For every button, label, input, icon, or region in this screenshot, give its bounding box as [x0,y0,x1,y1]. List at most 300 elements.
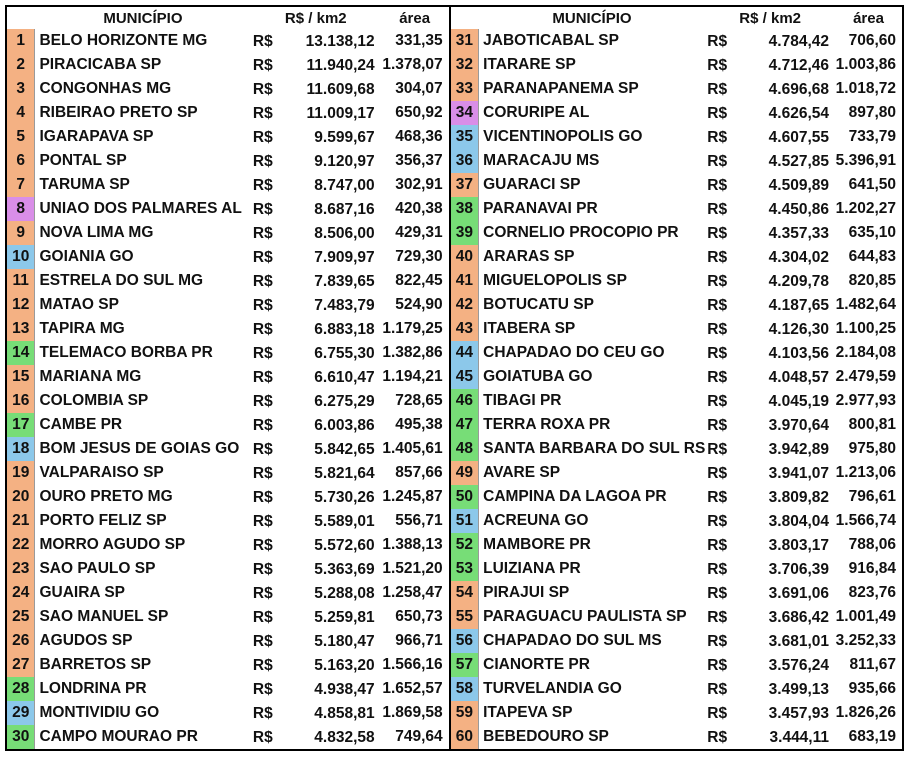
value-amount: 7.839,65 [314,273,375,290]
value-amount: 5.259,81 [314,609,375,626]
currency-symbol: R$ [252,417,273,434]
area-value: 1.405,61 [382,440,443,457]
area-value: 429,31 [395,224,443,241]
currency-symbol: R$ [252,129,273,146]
rank-number: 20 [7,485,35,509]
area-value: 1.213,06 [835,464,896,481]
value-amount: 7.483,79 [314,297,375,314]
value-cell [705,317,835,341]
municipio-name: MORRO AGUDO SP [39,536,186,553]
rank-number: 7 [7,173,35,197]
table-row [451,413,902,437]
area-value: 1.652,57 [382,680,443,697]
municipio-name: OURO PRETO MG [39,488,173,505]
municipio-name: PARAGUACU PAULISTA SP [483,608,687,625]
table-row [451,101,902,125]
currency-symbol: R$ [252,705,273,722]
table-row [451,77,902,101]
value-amount: 3.942,89 [768,441,829,458]
currency-symbol: R$ [252,321,273,338]
municipio-name: MARACAJU MS [483,152,600,169]
value-amount: 6.610,47 [314,369,375,386]
area-value: 356,37 [395,152,443,169]
municipio-name: IGARAPAVA SP [39,128,154,145]
currency-symbol: R$ [707,513,728,530]
rank-number: 26 [7,629,35,653]
municipio-name: AGUDOS SP [39,632,133,649]
value-amount: 3.576,24 [768,657,829,674]
area-value: 683,19 [848,728,896,745]
rank-number: 13 [7,317,35,341]
value-amount: 4.626,54 [768,105,829,122]
currency-symbol: R$ [707,489,728,506]
rank-number: 10 [7,245,35,269]
currency-symbol: R$ [707,609,728,626]
area-value: 650,92 [395,104,443,121]
area-value: 975,80 [848,440,896,457]
table-row [451,485,902,509]
rank-number: 56 [451,629,479,653]
value-cell [705,125,835,149]
value-cell [251,317,381,341]
rank-number: 46 [451,389,479,413]
value-cell [251,461,381,485]
municipio-name: JABOTICABAL SP [483,32,619,49]
municipio-name: PARANAPANEMA SP [483,80,639,97]
value-amount: 4.832,58 [314,729,375,746]
area-value: 650,73 [395,608,443,625]
currency-symbol: R$ [252,537,273,554]
value-cell [251,509,381,533]
table-row [7,701,450,725]
value-cell [705,53,835,77]
rank-number: 36 [451,149,479,173]
table-row [7,317,450,341]
municipio-name: PARANAVAI PR [483,200,598,217]
municipio-name: LONDRINA PR [39,680,147,697]
municipio-name: TARUMA SP [39,176,130,193]
area-value: 1.202,27 [835,200,896,217]
currency-symbol: R$ [252,81,273,98]
municipio-name: RIBEIRAO PRETO SP [39,104,198,121]
value-amount: 9.599,67 [314,129,375,146]
municipio-name: GOIANIA GO [39,248,134,265]
value-cell [251,365,381,389]
table-row [7,629,450,653]
area-value: 1.482,64 [835,296,896,313]
value-cell [251,53,381,77]
rank-number: 1 [7,29,35,53]
area-value: 1.258,47 [382,584,443,601]
currency-symbol: R$ [707,297,728,314]
municipio-name: SAO MANUEL SP [39,608,169,625]
value-amount: 6.275,29 [314,393,375,410]
value-amount: 4.607,55 [768,129,829,146]
currency-symbol: R$ [707,81,728,98]
rank-number: 8 [7,197,35,221]
rank-number: 5 [7,125,35,149]
rank-number: 4 [7,101,35,125]
table-row [451,365,902,389]
currency-symbol: R$ [252,273,273,290]
value-amount: 8.747,00 [314,177,375,194]
area-value: 1.869,58 [382,704,443,721]
area-value: 1.194,21 [382,368,443,385]
value-amount: 5.842,65 [314,441,375,458]
table-row [7,245,450,269]
rank-number: 30 [7,725,35,749]
rank-number: 3 [7,77,35,101]
currency-symbol: R$ [252,105,273,122]
table-row [7,125,450,149]
value-cell [705,221,835,245]
currency-symbol: R$ [252,561,273,578]
value-cell [705,677,835,701]
value-amount: 3.809,82 [768,489,829,506]
rank-number: 48 [451,437,479,461]
table-row [7,269,450,293]
value-cell [251,725,381,749]
value-cell [251,29,381,53]
municipio-name: AVARE SP [483,464,561,481]
currency-symbol: R$ [252,465,273,482]
value-cell [705,29,835,53]
currency-symbol: R$ [707,153,728,170]
rank-number: 52 [451,533,479,557]
rank-number: 25 [7,605,35,629]
table-row [451,29,902,53]
table-row [451,389,902,413]
area-value: 2.184,08 [835,344,896,361]
currency-symbol: R$ [707,561,728,578]
value-cell [705,629,835,653]
value-cell [251,653,381,677]
rank-number: 29 [7,701,35,725]
table-row [7,173,450,197]
area-value: 556,71 [395,512,443,529]
rank-number: 55 [451,605,479,629]
area-value: 331,35 [395,32,443,49]
municipio-name: TIBAGI PR [483,392,562,409]
value-cell [251,173,381,197]
municipio-name: VALPARAISO SP [39,464,164,481]
value-cell [705,101,835,125]
area-value: 729,30 [395,248,443,265]
municipio-name: COLOMBIA SP [39,392,149,409]
rank-number: 37 [451,173,479,197]
municipio-name: ARARAS SP [483,248,575,265]
table-row [7,197,450,221]
rank-number: 18 [7,437,35,461]
table-row [451,581,902,605]
municipio-name: ITARARE SP [483,56,576,73]
value-cell [705,581,835,605]
table-row [451,653,902,677]
currency-symbol: R$ [707,33,728,50]
area-value: 796,61 [848,488,896,505]
value-amount: 3.970,64 [768,417,829,434]
area-value: 1.521,20 [382,560,443,577]
value-cell [705,293,835,317]
area-value: 1.826,26 [835,704,896,721]
table-row [451,173,902,197]
municipio-name: PORTO FELIZ SP [39,512,167,529]
value-amount: 8.506,00 [314,225,375,242]
value-cell [251,389,381,413]
value-cell [705,653,835,677]
currency-symbol: R$ [252,609,273,626]
currency-symbol: R$ [252,225,273,242]
value-cell [251,485,381,509]
table-row [451,53,902,77]
rank-number: 22 [7,533,35,557]
table-row [7,341,450,365]
currency-symbol: R$ [252,33,273,50]
area-value: 749,64 [395,728,443,745]
municipio-name: PONTAL SP [39,152,127,169]
rank-number: 54 [451,581,479,605]
currency-symbol: R$ [707,657,728,674]
value-cell [251,293,381,317]
value-amount: 6.003,86 [314,417,375,434]
rank-number: 6 [7,149,35,173]
table-row [451,509,902,533]
municipio-name: MARIANA MG [39,368,142,385]
currency-symbol: R$ [707,273,728,290]
currency-symbol: R$ [252,441,273,458]
currency-symbol: R$ [707,441,728,458]
municipio-name: MATAO SP [39,296,119,313]
municipio-name: CORURIPE AL [483,104,590,121]
table-row [451,461,902,485]
municipio-name: BOTUCATU SP [483,296,594,313]
value-amount: 9.120,97 [314,153,375,170]
value-amount: 5.589,01 [314,513,375,530]
value-cell [251,149,381,173]
table-left [7,7,451,749]
municipio-name: CHAPADAO DO SUL MS [483,632,662,649]
municipio-name: UNIAO DOS PALMARES AL [39,200,242,217]
value-amount: 5.163,20 [314,657,375,674]
rank-number: 32 [451,53,479,77]
value-cell [705,149,835,173]
area-value: 935,66 [848,680,896,697]
area-value: 823,76 [848,584,896,601]
rank-number: 45 [451,365,479,389]
rank-number: 58 [451,677,479,701]
value-cell [705,557,835,581]
table-row [7,77,450,101]
area-value: 733,79 [848,128,896,145]
rank-number: 17 [7,413,35,437]
municipio-name: BEBEDOURO SP [483,728,609,745]
area-value: 800,81 [848,416,896,433]
currency-symbol: R$ [707,633,728,650]
area-value: 524,90 [395,296,443,313]
rank-number: 44 [451,341,479,365]
municipio-name: CORNELIO PROCOPIO PR [483,224,679,241]
table-row [7,509,450,533]
table-row [7,461,450,485]
value-amount: 4.209,78 [768,273,829,290]
value-amount: 3.706,39 [768,561,829,578]
table-row [451,557,902,581]
value-cell [705,725,835,749]
currency-symbol: R$ [707,705,728,722]
area-value: 302,91 [395,176,443,193]
currency-symbol: R$ [252,249,273,266]
table-row [7,221,450,245]
rank-number: 23 [7,557,35,581]
value-cell [705,485,835,509]
rank-number: 53 [451,557,479,581]
value-cell [251,341,381,365]
area-value: 1.388,13 [382,536,443,553]
value-amount: 6.883,18 [314,321,375,338]
municipio-name: CAMPINA DA LAGOA PR [483,488,667,505]
municipio-name: CHAPADAO DO CEU GO [483,344,665,361]
currency-symbol: R$ [707,585,728,602]
municipio-name: SAO PAULO SP [39,560,156,577]
area-value: 304,07 [395,80,443,97]
currency-symbol: R$ [252,153,273,170]
value-cell [705,437,835,461]
table-right [451,7,902,749]
value-amount: 4.045,19 [768,393,829,410]
value-amount: 4.696,68 [768,81,829,98]
value-amount: 4.126,30 [768,321,829,338]
rank-number: 24 [7,581,35,605]
table-row [7,389,450,413]
currency-symbol: R$ [707,537,728,554]
table-row [7,53,450,77]
rank-number: 40 [451,245,479,269]
value-cell [705,605,835,629]
value-amount: 5.180,47 [314,633,375,650]
table-row [451,605,902,629]
currency-symbol: R$ [252,297,273,314]
value-amount: 4.048,57 [768,369,829,386]
rank-number: 34 [451,101,479,125]
value-amount: 4.450,86 [768,201,829,218]
value-amount: 3.499,13 [768,681,829,698]
value-amount: 3.444,11 [769,729,829,746]
area-value: 822,45 [395,272,443,289]
currency-symbol: R$ [707,729,728,746]
value-amount: 3.457,93 [768,705,829,722]
value-cell [251,701,381,725]
rank-number: 60 [451,725,479,749]
rank-number: 35 [451,125,479,149]
municipio-name: VICENTINOPOLIS GO [483,128,643,145]
table-row [7,413,450,437]
municipio-name: LUIZIANA PR [483,560,581,577]
rank-number: 57 [451,653,479,677]
currency-symbol: R$ [252,657,273,674]
value-cell [705,509,835,533]
value-cell [705,413,835,437]
value-amount: 8.687,16 [314,201,375,218]
area-value: 468,36 [395,128,443,145]
value-cell [251,197,381,221]
municipio-name: BOM JESUS DE GOIAS GO [39,440,240,457]
value-cell [705,245,835,269]
table-row [7,437,450,461]
area-value: 1.003,86 [835,56,896,73]
area-value: 635,10 [848,224,896,241]
table-row [451,197,902,221]
value-amount: 3.941,07 [768,465,829,482]
area-value: 1.382,86 [382,344,443,361]
rank-number: 12 [7,293,35,317]
value-cell [251,269,381,293]
municipio-name: ACREUNA GO [483,512,589,529]
value-cell [251,437,381,461]
currency-symbol: R$ [707,201,728,218]
currency-symbol: R$ [252,393,273,410]
table-row [451,149,902,173]
municipio-name: NOVA LIMA MG [39,224,154,241]
rank-number: 19 [7,461,35,485]
value-cell [251,245,381,269]
currency-symbol: R$ [707,465,728,482]
municipio-name: TELEMACO BORBA PR [39,344,213,361]
rank-number: 59 [451,701,479,725]
value-amount: 11.009,17 [306,105,375,122]
table-row [451,245,902,269]
municipio-name: PIRAJUI SP [483,584,570,601]
header-row [7,7,450,29]
municipio-name: GUAIRA SP [39,584,125,601]
rank-number: 41 [451,269,479,293]
currency-symbol: R$ [707,249,728,266]
value-cell [705,173,835,197]
value-amount: 3.681,01 [768,633,829,650]
value-amount: 5.821,64 [314,465,375,482]
currency-symbol: R$ [707,105,728,122]
value-amount: 11.609,68 [306,81,375,98]
currency-symbol: R$ [252,681,273,698]
area-value: 1.566,16 [382,656,443,673]
value-cell [705,341,835,365]
value-amount: 5.572,60 [314,537,375,554]
header-valor: R$ / km2 [284,9,347,27]
value-amount: 5.730,26 [314,489,375,506]
area-value: 1.100,25 [835,320,896,337]
area-value: 857,66 [395,464,443,481]
table-row [7,557,450,581]
area-value: 966,71 [395,632,443,649]
value-amount: 3.686,42 [768,609,829,626]
rank-number: 14 [7,341,35,365]
table-row [7,533,450,557]
municipio-name: MIGUELOPOLIS SP [483,272,627,289]
value-cell [251,677,381,701]
value-amount: 4.103,56 [768,345,829,362]
value-amount: 4.187,65 [768,297,829,314]
ranking-table [5,5,904,751]
value-amount: 3.691,06 [768,585,829,602]
value-cell [705,533,835,557]
currency-symbol: R$ [252,177,273,194]
area-value: 1.018,72 [835,80,896,97]
value-amount: 4.938,47 [314,681,375,698]
currency-symbol: R$ [252,489,273,506]
area-value: 916,84 [848,560,896,577]
table-row [7,653,450,677]
area-value: 641,50 [848,176,896,193]
area-value: 2.977,93 [835,392,896,409]
